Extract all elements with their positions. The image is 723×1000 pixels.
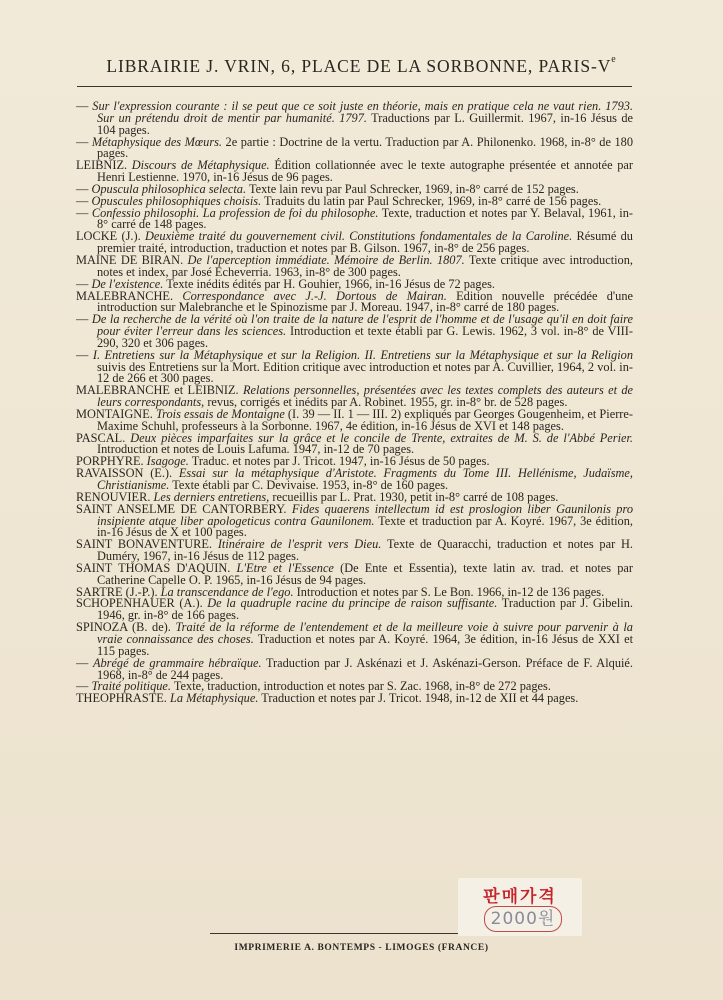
publisher-header — [0, 56, 723, 77]
book-entry — [76, 160, 633, 184]
entry-author: — — [76, 347, 89, 362]
entry-details: Traduc. et notes par J. Tricot. 1947, in-16 Jésus de 50 pages. — [191, 454, 490, 469]
book-entry — [76, 560, 633, 587]
entry-author: THEOPHRASTE. — [76, 691, 167, 706]
entry-title: Fides quaerens intellectum id est proslogion liber Gaunilonis pro insipiente atque liber apologeticus contra Gaunilonem. — [97, 501, 633, 528]
book-entry — [76, 468, 633, 492]
entry-author: RAVAISSON (E.). — [76, 466, 173, 481]
entry-author: MALEBRANCHE. — [76, 288, 174, 303]
book-entry — [76, 288, 633, 315]
entry-title: Sur l'expression courante : il se peut que ce soit juste en théorie, mais en pratique cela ne vaut rien. 1793. Sur un prétendu droit de mentir par humanité. 1797. — [92, 99, 633, 125]
price-sticker-label: 판매가격 — [483, 887, 557, 907]
entry-title: Correspondance avec J.-J. Dortous de Mairan. — [182, 288, 447, 303]
entry-details: Texte, traduction, introduction et notes par S. Zac. 1968, in-8° de 272 pages. — [173, 679, 551, 694]
entry-author: PORPHYRE. — [76, 454, 144, 469]
book-entry — [76, 347, 634, 386]
entry-author: — — [76, 181, 89, 196]
entry-title: Isagoge. — [146, 454, 189, 469]
entry-details: recueillis par L. Prat. 1930, petit in-8° carré de 108 pages. — [272, 489, 559, 504]
book-entry — [76, 205, 633, 232]
entry-details: Texte et traduction par A. Koyré. 1967, 3e édition, in-16 Jésus de X et 100 pages. — [97, 513, 633, 540]
entry-title: Itinéraire de l'esprit vers Dieu. — [217, 537, 382, 552]
entry-details: Traduction par J. Askénazi et J. Askénazi-Gerson. Préface de F. Alquié. 1968, in-8° de 244 pages. — [97, 655, 633, 682]
book-entry — [76, 406, 634, 433]
entry-author: SAINT BONAVENTURE. — [76, 537, 212, 552]
entry-details: Introduction et texte établi par G. Lewis. 1962, 3 vol. in-8° de VIII-290, 320 et 306 pages. — [97, 324, 633, 350]
entry-title: La Métaphysique. — [169, 691, 259, 706]
entry-details: Traduction et notes par J. Tricot. 1948, in-12 de XII et 44 pages. — [261, 691, 579, 706]
entry-author: — — [76, 205, 89, 220]
entry-title: Essai sur la métaphysique d'Aristote. Fragments du Tome III. Hellénisme, Judaïsme, Christianisme. — [97, 466, 633, 492]
printer-footer: IMPRIMERIE A. BONTEMPS - LIMOGES (FRANCE) — [234, 943, 489, 953]
entry-author: SARTRE (J.-P.). — [76, 584, 158, 599]
book-entry — [76, 693, 633, 705]
price-sticker-value: 2000원 — [484, 906, 562, 932]
book-entry — [76, 101, 633, 137]
entry-title: L'Etre et l'Essence — [236, 560, 334, 575]
entry-title: Traité politique. — [91, 679, 171, 694]
entry-title: Les derniers entretiens, — [153, 489, 270, 504]
entry-author: — — [76, 99, 89, 113]
entry-details: Introduction et notes par S. Le Bon. 1966, in-12 de 136 pages. — [296, 584, 605, 599]
header-title: LIBRAIRIE J. VRIN, 6, PLACE DE LA SORBONNE, PARIS-V — [106, 56, 612, 76]
entry-details: (I. 39 — II. 1 — III. 2) expliqués par Georges Gougenheim, et Pierre-Maxime Schuhl, professeurs à la Sorbonne. 1967, 4e édition, in-16 Jésus de XVI et 148 pages. — [97, 406, 634, 433]
entry-title: De la recherche de la vérité où l'on traite de la nature de l'esprit de l'homme et de l'usage qu'il en doit faire pour éviter l'erreur dans les sciences. — [91, 312, 633, 339]
entry-details: Traduction et notes par A. Koyré. 1964, 3e édition, in-16 Jésus de XXI et 115 pages. — [97, 631, 633, 658]
entry-details: Texte lain revu par Paul Schrecker, 1969, in-8° carré de 152 pages. — [248, 181, 579, 196]
entry-title: Abrégé de grammaire hébraïque. — [92, 655, 262, 670]
entry-details: (De Ente et Essentia), texte latin av. trad. et notes par Catherine Capelle O. P. 1965, in-16 Jésus de 94 pages. — [97, 560, 633, 587]
entry-author: — — [76, 276, 89, 291]
entry-author: RENOUVIER. — [76, 489, 151, 504]
entry-title: De l'existence. — [91, 276, 164, 291]
book-entry — [76, 539, 633, 563]
entry-title: Opuscula philosophica selecta. — [91, 181, 247, 196]
entry-author: — — [76, 134, 89, 149]
book-entry — [76, 231, 633, 255]
entry-title: Discours de Métaphysique. — [131, 158, 270, 173]
book-entry — [76, 598, 633, 622]
book-entry — [76, 430, 633, 457]
entry-details: Texte établi par C. Devivaise. 1953, in-8° de 160 pages. — [172, 478, 449, 492]
entry-author: — — [76, 679, 89, 694]
entry-details: Texte inédits édités par H. Gouhier, 1966, in-16 Jésus de 72 pages. — [166, 276, 495, 291]
entry-title: Deuxième traité du gouvernement civil. Constitutions fondamentales de la Caroline. — [145, 229, 573, 244]
book-entry — [76, 385, 633, 409]
entry-author: SAINT THOMAS D'AQUIN. — [76, 560, 231, 575]
entry-title: Traité de la réforme de l'entendement et de la meilleure voie à suivre pour parvenir à la vraie connaissance des choses. — [97, 620, 633, 646]
entry-title: Métaphysique des Mœurs. — [91, 134, 223, 149]
entry-title: Opuscules philosophiques choisis. — [91, 193, 262, 208]
entry-details: Texte, traduction et notes par Y. Belaval, 1961, in-8° carré de 148 pages. — [97, 205, 633, 232]
entry-title: De la quadruple racine du principe de raison suffisante. — [207, 596, 498, 611]
entry-author: — — [76, 193, 89, 208]
entry-author: LOCKE (J.). — [76, 229, 141, 244]
entry-author: MAINE DE BIRAN. — [76, 252, 184, 267]
entry-details: Introduction et notes de Louis Lafuma. 1947, in-12 de 70 pages. — [97, 442, 415, 457]
entry-author: SCHOPENHAUER (A.). — [76, 596, 203, 611]
entry-author: — — [76, 655, 89, 670]
entry-author: PASCAL. — [76, 430, 126, 445]
book-entry — [76, 655, 633, 682]
entry-title: I. Entretiens sur la Métaphysique et sur la Religion. II. Entretiens sur la Métaphysique et sur la Religion — [92, 347, 634, 362]
entry-author: SPINOZA (B. de). — [76, 620, 171, 635]
book-entry — [76, 134, 633, 161]
book-entry — [76, 622, 633, 658]
entry-author: MALEBRANCHE et LEIBNIZ. — [76, 383, 239, 398]
entry-title: Trois essais de Montaigne — [155, 406, 285, 421]
entry-details: Traduits du latin par Paul Schrecker, 1969, in-8° carré de 156 pages. — [264, 193, 602, 208]
entry-details: Traductions par L. Guillermit. 1967, in-16 Jésus de 104 pages. — [97, 110, 633, 137]
entry-author: SAINT ANSELME DE CANTORBERY. — [76, 501, 287, 516]
entry-author: — — [76, 312, 89, 327]
book-entry — [76, 252, 633, 279]
header-title-sup: e — [611, 54, 617, 65]
entry-title: Deux pièces imparfaites sur la grâce et le concile de Trente, extraites de M. S. de l'Abbé Perier. — [130, 430, 633, 445]
entry-title: De l'aperception immédiate. Mémoire de Berlin. 1807. — [187, 252, 465, 267]
entry-details: 2e partie : Doctrine de la vertu. Traduction par A. Philonenko. 1968, in-8° de 180 pages. — [97, 134, 633, 161]
entry-details: Résumé du premier traité, introduction, traduction et notes par B. Gilson. 1967, in-8° de 256 pages. — [97, 229, 633, 256]
entry-details: Edition nouvelle précédée d'une introduction sur Malebranche et le Spinozisme par J. Moreau. 1947, in-8° carré de 180 pages. — [97, 288, 633, 315]
entry-title: Relations personnelles, présentées avec les textes complets des auteurs et de leurs correspondants, — [97, 383, 634, 410]
price-sticker — [458, 878, 582, 936]
entry-details: Texte critique avec introduction, notes et index, par José Echeverria. 1963, in-8° de 300 pages. — [97, 252, 633, 279]
entry-author: MONTAIGNE. — [76, 406, 153, 421]
entry-details: Édition collationnée avec le texte autographe présentée et annotée par Henri Lestienne. 1970, in-16 Jésus de 96 pages. — [97, 158, 633, 185]
entry-details: Texte de Quaracchi, traduction et notes par H. Duméry, 1967, in-16 Jésus de 112 pages. — [97, 537, 633, 564]
book-list — [76, 101, 633, 705]
header-rule — [77, 86, 632, 87]
entry-details: suivis des Entretiens sur la Mort. Edition critique avec introduction et notes par A. Cuvillier, 1964, 2 vol. in-12 de 266 et 300 pages. — [97, 359, 633, 386]
book-entry — [76, 314, 633, 350]
entry-author: LEIBNIZ. — [76, 158, 128, 173]
entry-details: revus, corrigés et inédits par A. Robinet. 1955, gr. in-8° br. de 528 pages. — [207, 395, 568, 410]
entry-title: Confessio philosophi. La profession de foi du philosophe. — [91, 205, 379, 220]
book-entry — [76, 501, 633, 540]
entry-details: Traduction par J. Gibelin. 1946, gr. in-8° de 166 pages. — [97, 596, 633, 623]
entry-title: La transcendance de l'ego. — [160, 584, 294, 599]
